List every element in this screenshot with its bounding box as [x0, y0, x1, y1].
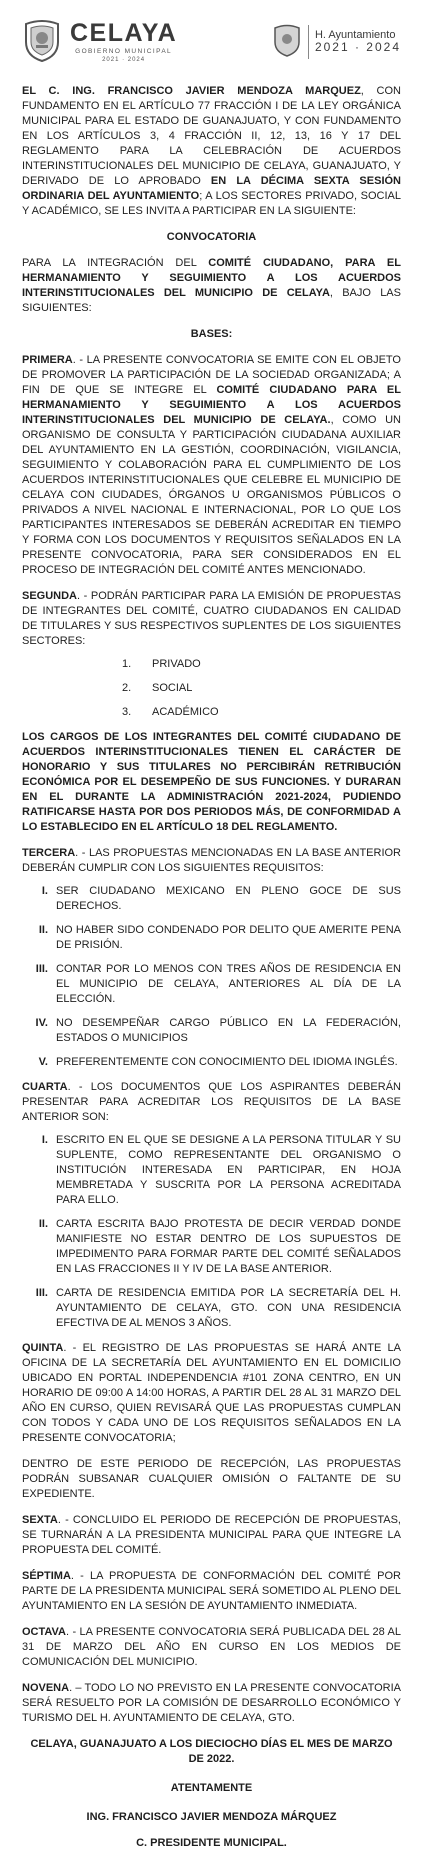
sector-number: 3.	[122, 706, 132, 718]
sector-label: SOCIAL	[152, 682, 193, 694]
segunda-paragraph	[22, 589, 401, 649]
sexta-text: . - CONCLUIDO EL PERIODO DE RECEPCIÓN DE PROPUESTAS, SE TURNARÁN A LA PRESIDENTA MUNICIPAL PARA QUE INTEGRE LA PROPUESTA DEL COMITÉ.	[22, 1514, 401, 1556]
tercera-paragraph	[22, 846, 401, 876]
intro-session: EN LA DÉCIMA SEXTA SESIÓN ORDINARIA DEL AYUNTAMIENTO	[22, 175, 401, 202]
segunda-label: SEGUNDA	[22, 590, 78, 602]
intro-signatory: EL C. ING. FRANCISCO JAVIER MENDOZA MARQUEZ	[22, 85, 361, 97]
ayuntamiento-brand	[272, 23, 401, 62]
bases-title: BASES:	[190, 328, 233, 340]
list-item	[122, 705, 401, 720]
integracion-text-c: , BAJO LAS SIGUIENTES:	[22, 287, 401, 314]
ayuntamiento-name: H. Ayuntamiento	[314, 29, 396, 42]
primera-text-c: , COMO UN ORGANISMO DE CONSULTA Y PARTICIPACIÓN CIUDADANA AUXILIAR DEL AYUNTAMIENTO EN LA GESTIÓN, COORDINACIÓN, VIGILANCIA, SEGUIMIENTO Y COLABORACIÓN PARA EL CUMPLIMIENTO DE LOS ACUERDOS INTERINSTITUCIONALES QUE CELEBRE EL MUNICIPIO DE CELAYA CON CIUDADES, ÓRGANOS U ORGANISMOS PÚBLICOS O PRIVADOS A NIVEL NACIONAL E INTERNACIONAL, POR LO QUE LOS PARTICIPANTES INTERESADOS SE DEBERÁN ACREDITAR EN TIEMPO Y FORMA CON LOS DOCUMENTOS Y REQUISITOS SEÑALADOS EN LA PRESENTE CONVOCATORIA, PARA SER CONSIDERADOS EN EL PROCESO DE INTEGRACIÓN DEL COMITÉ ANTES MENCIONADO.	[22, 414, 401, 576]
octava-text: . - LA PRESENTE CONVOCATORIA SERÁ PUBLICADA DEL 28 AL 31 DE MARZO DEL AÑO EN CURSO EN LOS MEDIOS DE COMUNICACIÓN DEL MUNICIPIO.	[22, 1626, 401, 1668]
cuarta-paragraph	[22, 1080, 401, 1125]
septima-text: . - LA PROPUESTA DE CONFORMACIÓN DEL COMITÉ POR PARTE DE LA PRESIDENTA MUNICIPAL SERÁ SOMETIDO AL PLENO DEL AYUNTAMIENTO EN LA SESIÓN DE AYUNTAMIENTO INMEDIATA.	[22, 1570, 401, 1612]
divider	[308, 25, 309, 59]
item-number: II.	[38, 924, 48, 936]
primera-text-a: . - LA PRESENTE CONVOCATORIA SE EMITE CON EL OBJETO DE PROMOVER LA PARTICIPACIÓN DE LA SOCIEDAD ORGANIZADA; A FIN DE QUE SE INTEGRE EL	[22, 354, 401, 396]
brand-years: 2021 · 2024	[102, 57, 146, 64]
item-number: II.	[38, 1218, 48, 1230]
cuarta-text: . - LOS DOCUMENTOS QUE LOS ASPIRANTES DEBERÁN PRESENTAR PARA ACREDITAR LOS REQUISITOS DE LA BASE ANTERIOR SON:	[22, 1081, 401, 1123]
intro-invite: ; A LOS SECTORES PRIVADO, SOCIAL Y ACADÉMICO, SE LES INVITA A PARTICIPAR EN LA SIGUIENTE:	[22, 190, 401, 217]
sector-number: 1.	[122, 658, 132, 670]
octava-label: OCTAVA	[22, 1626, 66, 1638]
sectors-list	[22, 657, 401, 720]
octava-paragraph	[22, 1625, 401, 1670]
list-item	[22, 1133, 401, 1208]
septima-paragraph	[22, 1569, 401, 1614]
item-text: PREFERENTEMENTE CON CONOCIMIENTO DEL IDIOMA INGLÉS.	[56, 1056, 398, 1068]
novena-text: . – TODO LO NO PREVISTO EN LA PRESENTE CONVOCATORIA SERÁ RESUELTO POR LA COMISIÓN DE DESARROLLO ECONÓMICO Y TURISMO DEL H. AYUNTAMIENTO DE CELAYA, GTO.	[22, 1682, 401, 1724]
sector-label: ACADÉMICO	[152, 706, 219, 718]
item-number: I.	[41, 1134, 48, 1146]
item-number: I.	[41, 885, 48, 897]
item-text: SER CIUDADANO MEXICANO EN PLENO GOCE DE SUS DERECHOS.	[56, 885, 401, 912]
tercera-label: TERCERA	[22, 847, 76, 859]
item-number: III.	[35, 963, 48, 975]
primera-paragraph	[22, 353, 401, 578]
cargos-paragraph	[22, 730, 401, 835]
cuarta-label: CUARTA	[22, 1081, 68, 1093]
cargos-text: LOS CARGOS DE LOS INTEGRANTES DEL COMITÉ CIUDADANO DE ACUERDOS INTERINSTITUCIONALES TIENEN EL CARÁCTER DE HONORARIO Y SUS TITULARES NO PERCIBIRÁN RETRIBUCIÓN ECONÓMICA POR EL DESEMPEÑO DE SUS FUNCIONES. Y DURARAN EN EL DURANTE LA ADMINISTRACIÓN 2021-2024, PUDIENDO RATIFICARSE HASTA POR DOS PERIODOS MÁS, DE CONFORMIDAD A LO ESTABLECIDO EN EL ARTÍCULO 18 DEL REGLAMENTO.	[22, 731, 401, 833]
list-item	[22, 1217, 401, 1277]
list-item	[22, 1286, 401, 1331]
item-text: CARTA ESCRITA BAJO PROTESTA DE DECIR VERDAD DONDE MANIFIESTE NO ESTAR DENTRO DE LOS SUPUESTOS DE IMPEDIMENTO PARA FORMAR PARTE DEL COMITÉ SEÑALADOS EN LAS FRACCIONES II Y IV DE LA BASE ANTERIOR.	[56, 1218, 401, 1275]
brand-name: CELAYA	[70, 18, 178, 47]
sector-number: 2.	[122, 682, 132, 694]
integracion-paragraph	[22, 256, 401, 316]
novena-paragraph	[22, 1681, 401, 1726]
item-text: ESCRITO EN EL QUE SE DESIGNE A LA PERSONA TITULAR Y SU SUPLENTE, COMO REPRESENTANTE DEL ORGANISMO O INSTITUCIÓN INTERESADA EN PARTICIPAR, EN HOJA MEMBRETADA Y SUSCRITA POR LA PERSONA ACREDITADA PARA ELLO.	[56, 1134, 401, 1206]
list-item	[22, 962, 401, 1007]
primera-comite: COMITÉ CIUDADANO PARA EL HERMANAMIENTO Y SEGUIMIENTO A LOS ACUERDOS INTERINSTITUCIONALES DEL MUNICIPIO DE CELAYA.	[22, 384, 401, 426]
list-item	[22, 1016, 401, 1046]
sexta-label: SEXTA	[22, 1514, 58, 1526]
quinta-paragraph	[22, 1341, 401, 1446]
intro-paragraph	[22, 84, 401, 219]
atentamente: ATENTAMENTE	[170, 1782, 253, 1794]
item-number: V.	[38, 1056, 48, 1068]
signatory-name: ING. FRANCISCO JAVIER MENDOZA MÁRQUEZ	[86, 1811, 337, 1823]
fecha-line: CELAYA, GUANAJUATO A LOS DIECIOCHO DÍAS EL MES DE MARZO DE 2022.	[30, 1738, 393, 1765]
list-item	[122, 681, 401, 696]
quinta-label: QUINTA	[22, 1342, 64, 1354]
tercera-text: . - LAS PROPUESTAS MENCIONADAS EN LA BASE ANTERIOR DEBERÁN CUMPLIR CON LOS SIGUIENTES REQUISITOS:	[22, 847, 401, 874]
document-body	[22, 84, 401, 1851]
celaya-brand	[22, 18, 177, 67]
sector-label: PRIVADO	[152, 658, 201, 670]
ayuntamiento-seal-icon	[272, 23, 302, 62]
septima-label: SÉPTIMA	[22, 1570, 71, 1582]
item-text: NO DESEMPEÑAR CARGO PÚBLICO EN LA FEDERACIÓN, ESTADOS O MUNICIPIOS	[56, 1017, 401, 1044]
letterhead	[22, 0, 401, 84]
item-text: CONTAR POR LO MENOS CON TRES AÑOS DE RESIDENCIA EN EL MUNICIPIO DE CELAYA, ANTERIORES AL DÍA DE LA ELECCIÓN.	[56, 963, 401, 1005]
list-item	[22, 884, 401, 914]
list-item	[22, 1055, 401, 1070]
quinta-paragraph-2: DENTRO DE ESTE PERIODO DE RECEPCIÓN, LAS PROPUESTAS PODRÁN SUBSANAR CUALQUIER OMISIÓN O FALTANTE DE SU EXPEDIENTE.	[22, 1458, 401, 1500]
ayuntamiento-years: 2021 · 2024	[314, 40, 401, 55]
signatory-title: C. PRESIDENTE MUNICIPAL.	[136, 1837, 287, 1849]
item-text: NO HABER SIDO CONDENADO POR DELITO QUE AMERITE PENA DE PRISIÓN.	[56, 924, 401, 951]
integracion-comite: COMITÉ CIUDADANO, PARA EL HERMANAMIENTO Y SEGUIMIENTO A LOS ACUERDOS INTERINSTITUCIONALES DEL MUNICIPIO DE CELAYA	[22, 257, 401, 299]
integracion-text-a: PARA LA INTEGRACIÓN DEL	[22, 257, 209, 269]
item-text: CARTA DE RESIDENCIA EMITIDA POR LA SECRETARÍA DEL H. AYUNTAMIENTO DE CELAYA, GTO. CON UNA RESIDENCIA EFECTIVA DE AL MENOS 3 AÑOS.	[56, 1287, 401, 1329]
list-item	[22, 923, 401, 953]
requisitos-list	[22, 884, 401, 1070]
novena-label: NOVENA	[22, 1682, 70, 1694]
documentos-list	[22, 1133, 401, 1331]
item-number: III.	[35, 1287, 48, 1299]
brand-subtitle: GOBIERNO MUNICIPAL	[75, 47, 173, 55]
segunda-text: . - PODRÁN PARTICIPAR PARA LA EMISIÓN DE PROPUESTAS DE INTEGRANTES DEL COMITÉ, CUATRO CIUDADANOS EN CALIDAD DE TITULARES Y SUS RESPECTIVOS SUPLENTES DE LOS SIGUIENTES SECTORES:	[22, 590, 401, 647]
item-number: IV.	[35, 1017, 48, 1029]
list-item	[122, 657, 401, 672]
quinta-text: . - EL REGISTRO DE LAS PROPUESTAS SE HARÁ ANTE LA OFICINA DE LA SECRETARÍA DEL AYUNTAMIENTO EN EL DOMICILIO UBICADO EN PORTAL INDEPENDENCIA #101 ZONA CENTRO, EN UN HORARIO DE 09:00 A 14:00 HORAS, A PARTIR DEL 28 AL 31 MARZO DEL AÑO EN CURSO, QUIEN REVISARÁ QUE LAS PROPUESTAS CUMPLAN CON TODOS Y CADA UNO DE LOS REQUISITOS SEÑALADOS EN LA PRESENTE CONVOCATORIA;	[22, 1342, 401, 1444]
celaya-seal-icon	[22, 18, 62, 67]
sexta-paragraph	[22, 1513, 401, 1558]
convocatoria-title: CONVOCATORIA	[166, 231, 257, 243]
intro-text: , CON FUNDAMENTO EN EL ARTÍCULO 77 FRACCIÓN I DE LA LEY ORGÁNICA MUNICIPAL PARA EL ESTADO DE GUANAJUATO, Y CON FUNDAMENTO EN LOS ARTÍCULOS 3, 4 FRACCIÓN II, 12, 13, 16 Y 17 DEL REGLAMENTO PARA LA CELEBRACIÓN DE ACUERDOS INTERINSTITUCIONALES DEL MUNICIPIO DE CELAYA, GUANAJUATO, Y DERIVADO DE LO APROBADO	[22, 85, 401, 187]
primera-label: PRIMERA	[22, 354, 73, 366]
